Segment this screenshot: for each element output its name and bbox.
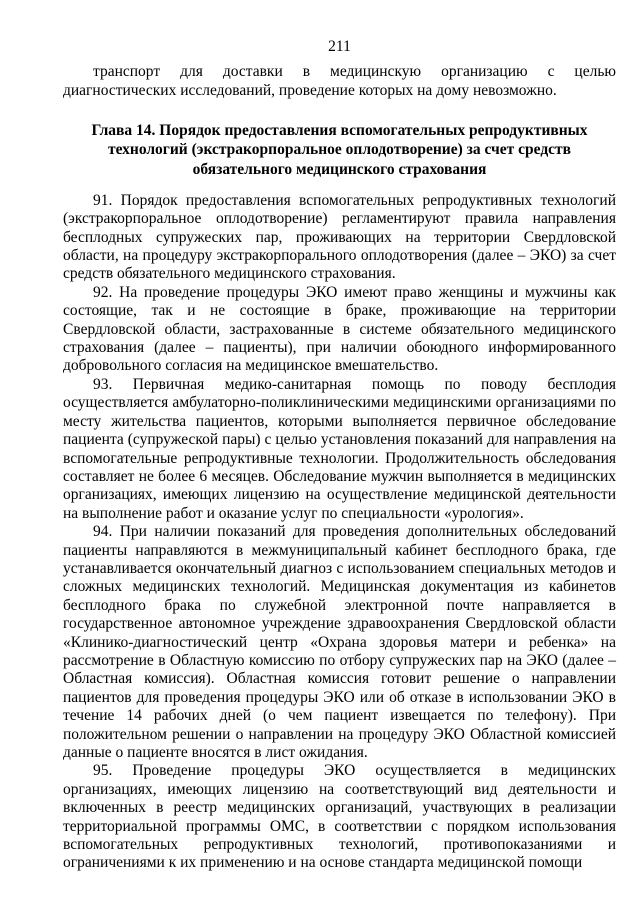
paragraph-93: 93. Первичная медико-санитарная помощь по поводу бесплодия осуществляется амбулаторно-поликлиническими медицинскими организациями по месту жительства пациентов, которыми выполняется первичное обследование пациента (супружеской пары) с целью установления показаний для направления на вспомогательные репродуктивные технологии. Продолжительность обследования составляет не более 6 месяцев. Обследование мужчин выполняется в медицинских организациях, имеющих лицензию на осуществление медицинской деятельности на выполнение работ и оказание услуг по специальности «урология». [63,375,616,522]
paragraph-94: 94. При наличии показаний для проведения дополнительных обследований пациенты направляются в межмуниципальный кабинет бесплодного брака, где устанавливается окончательный диагноз с использованием специальных методов и сложных медицинских технологий. Медицинская документация из кабинетов бесплодного брака по служебной электронной почте направляется в государственное автономное учреждение здравоохранения Свердловской области «Клинико-диагностический центр «Охрана здоровья матери и ребенка» на рассмотрение в Областную комиссию по отбору супружеских пар на ЭКО (далее – Областная комиссия). Областная комиссия готовит решение о направлении пациентов для проведения процедуры ЭКО или об отказе в использовании ЭКО в течение 14 рабочих дней (о чем пациент извещается по телефону). При положительном решении о направлении на процедуру ЭКО Областной комиссией данные о пациенте вносятся в лист ожидания. [63,523,616,762]
paragraph-92: 92. На проведение процедуры ЭКО имеют право женщины и мужчины как состоящие, так и не состоящие в браке, проживающие на территории Свердловской области, застрахованные в системе обязательного медицинского страхования (далее – пациенты), при наличии обоюдного информированного добровольного согласия на медицинское вмешательство. [63,283,616,375]
page-number: 211 [328,38,351,55]
chapter-heading: Глава 14. Порядок предоставления вспомогательных репродуктивных технологий (экстракорпоральное оплодотворение) за счет средств обязательного медицинского страхования [91,122,588,178]
paragraph-95: 95. Проведение процедуры ЭКО осуществляется в медицинских организациях, имеющих лицензию на соответствующий вид деятельности и включенных в реестр медицинских организаций, участвующих в реализации территориальной программы ОМС, в соответствии с порядком использования вспомогательных репродуктивных технологий, противопоказаниями и ограничениями к их применению и на основе стандарта медицинской помощи [63,762,616,872]
paragraph-91: 91. Порядок предоставления вспомогательных репродуктивных технологий (экстракорпоральное оплодотворение) регламентируют правила направления бесплодных супружеских пар, проживающих на территории Свердловской области, на процедуру экстракорпорального оплодотворения (далее – ЭКО) за счет средств обязательного медицинского страхования. [63,191,616,283]
intro-paragraph: транспорт для доставки в медицинскую организацию с целью диагностических исследований, проведение которых на дому невозможно. [63,63,616,99]
